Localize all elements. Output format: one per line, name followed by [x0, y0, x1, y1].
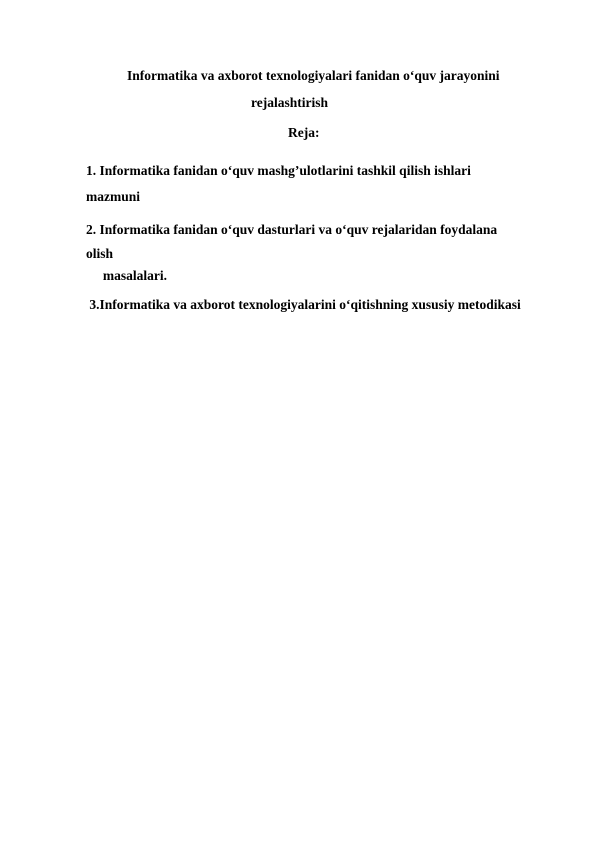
plan-item-2-line-2: olish: [86, 246, 114, 261]
plan-item-2-line-1: 2. Informatika fanidan o‘quv dasturlari va o‘quv rejalaridan foydalana: [86, 222, 498, 237]
plan-item-1-line-2: mazmuni: [86, 189, 140, 204]
plan-item-1-line-1: 1. Informatika fanidan o‘quv mashg’ulotlarini tashkil qilish ishlari: [86, 163, 471, 178]
title-line-2: rejalashtirish: [251, 95, 328, 110]
plan-item-2-line-3: masalalari.: [86, 268, 167, 283]
plan-heading: Reja:: [288, 125, 320, 140]
plan-item-3-line-1: 3.Informatika va axborot texnologiyalarini o‘qitishning xususiy metodikasi: [86, 297, 521, 312]
title-line-1: Informatika va axborot texnologiyalari fanidan o‘quv jarayonini: [127, 68, 500, 83]
